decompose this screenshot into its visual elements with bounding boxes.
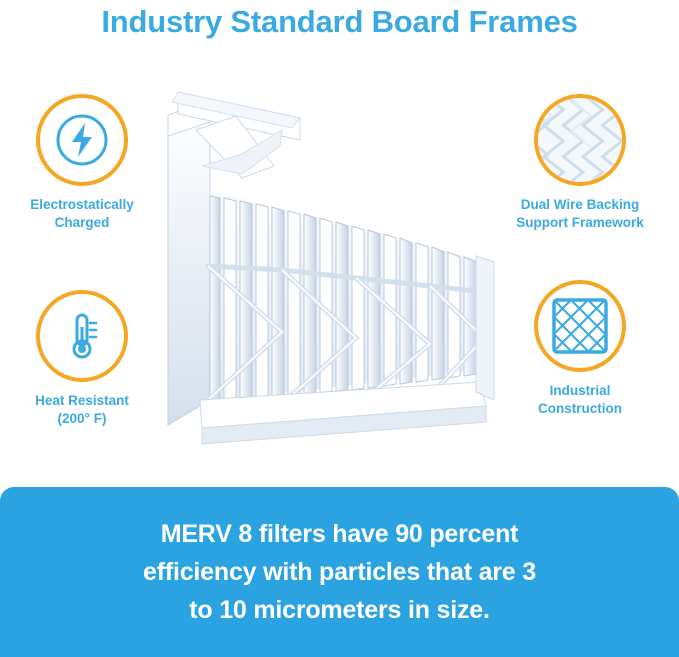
feature-label-line2: (200° F) — [57, 411, 107, 426]
feature-heat-resistant — [2, 290, 162, 428]
feature-label-line2: Support Framework — [516, 215, 644, 230]
feature-label — [500, 196, 660, 232]
cross-hatch-frame-icon — [538, 284, 622, 368]
lightning-bolt-icon — [40, 98, 124, 182]
feature-dual-wire-backing — [500, 94, 660, 232]
banner-line-1: MERV 8 filters have 90 percent — [160, 520, 519, 548]
feature-badge-ring — [36, 94, 128, 186]
thermometer-icon — [40, 294, 124, 378]
feature-label-line2: Charged — [54, 215, 110, 230]
feature-label-line2: Construction — [538, 401, 622, 416]
feature-label — [2, 196, 162, 232]
banner-text — [113, 515, 566, 629]
merv-rating-banner — [0, 487, 679, 657]
feature-industrial-construction — [500, 280, 660, 418]
feature-badge-ring — [534, 94, 626, 186]
feature-badge-ring — [534, 280, 626, 372]
page-title: Industry Standard Board Frames — [101, 4, 578, 39]
pleated-air-filter-illustration — [150, 70, 510, 470]
feature-label-line1: Heat Resistant — [35, 393, 129, 408]
banner-line-3: to 10 micrometers in size. — [189, 596, 490, 624]
banner-line-2: efficiency with particles that are 3 — [143, 558, 536, 586]
wire-mesh-icon — [538, 98, 622, 182]
feature-label-line1: Dual Wire Backing — [520, 197, 640, 212]
feature-label — [500, 382, 660, 418]
feature-label — [2, 392, 162, 428]
feature-badge-ring — [36, 290, 128, 382]
feature-electrostatically-charged — [2, 94, 162, 232]
feature-label-line1: Industrial — [549, 383, 611, 398]
feature-label-line1: Electrostatically — [30, 197, 134, 212]
